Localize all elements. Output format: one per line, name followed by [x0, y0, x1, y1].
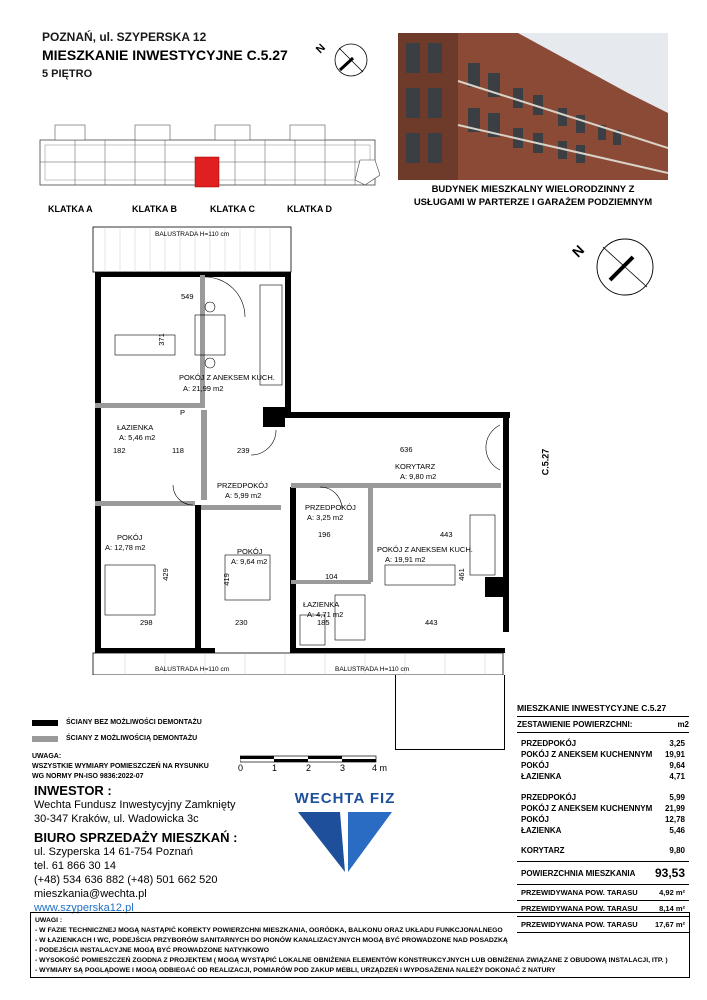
room-corridor-area: A: 9,80 m2 [400, 472, 437, 481]
dim-419: 419 [221, 573, 231, 586]
summary-row: ŁAZIENKA 5,46 [521, 826, 685, 835]
compass-large-letter: N [568, 241, 588, 261]
uwaga-line-1: WSZYSTKIE WYMIARY POMIESZCZEŃ NA RYSUNKU [32, 763, 209, 770]
notes-box [30, 912, 690, 978]
summary-group-2 [517, 782, 689, 836]
note-item: - PODEJŚCIA INSTALACYJNE MOGĄ BYĆ PROWADZONE NATYNKOWO [35, 947, 269, 954]
dim-104: 104 [325, 572, 338, 581]
p-symbol: P [180, 408, 186, 417]
summary-title: MIESZKANIE INWESTYCYJNE C.5.27 [517, 703, 689, 717]
investor-block [34, 783, 274, 915]
summary-row: ŁAZIENKA 4,71 [521, 772, 685, 781]
legend-solid-label: ŚCIANY BEZ MOŻLIWOŚCI DEMONTAŻU [66, 719, 202, 726]
sales-email[interactable]: mieszkania@wechta.pl [34, 888, 147, 900]
sales-mobiles: (+48) 534 636 882 (+48) 501 662 520 [34, 874, 218, 886]
room-bath-1-area: A: 5,46 m2 [119, 433, 156, 442]
plan-balustrada-bottom-right: BALUSTRADA H=110 cm [335, 666, 410, 673]
klatka-a-label: KLATKA A [48, 204, 93, 214]
dim-239: 239 [237, 446, 250, 455]
summary-row: PRZEDPOKÓJ 3,25 [521, 739, 685, 748]
dim-549: 549 [181, 292, 194, 301]
scale-tick-3: 3 [340, 763, 346, 773]
compass-large-icon [565, 235, 675, 300]
summary-korytarz: KORYTARZ 9,80 [517, 836, 689, 862]
area-summary [517, 703, 689, 933]
summary-terrace-1: PRZEWIDYWANA POW. TARASU 4,92 m² [517, 885, 689, 901]
uwaga-line-2: WG NORMY PN-ISO 9836:2022-07 [32, 773, 144, 780]
dim-443-bottom: 443 [425, 618, 438, 627]
room-hall-2-name: PRZEDPOKÓJ [305, 503, 356, 512]
klatka-b-label: KLATKA B [132, 204, 177, 214]
note-item: - W ŁAZIENKACH I WC, PODEJŚCIA PRZYBORÓW SANITARNYCH DO PIONÓW KANALIZACYJNYCH MOGĄ BYĆ PROWADZONE NAD POSADZKĄ [35, 937, 508, 944]
dim-118: 118 [172, 446, 184, 455]
dim-230: 230 [235, 618, 248, 627]
dim-429: 429 [160, 568, 170, 581]
terrace-extension [395, 675, 505, 750]
summary-total: POWIERZCHNIA MIESZKANIA 93,53 [517, 862, 689, 885]
floor-plan [85, 225, 551, 675]
dim-298: 298 [140, 618, 153, 627]
plan-balustrada-bottom-left: BALUSTRADA H=110 cm [155, 666, 230, 673]
floor-label: 5 PIĘTRO [42, 68, 93, 80]
note-item: - W FAZIE TECHNICZNEJ MOGĄ NASTĄPIĆ KOREKTY POWIERZCHNI MIESZKANIA, OGRÓDKA, BALKONU ORAZ UKŁADU FUNKCJONALNEGO [35, 927, 503, 934]
building-caption-line-2: USŁUGAMI W PARTERZE I GARAŻEM PODZIEMNYM [413, 197, 653, 208]
summary-group-1 [517, 733, 689, 782]
room-hall-1-area: A: 5,99 m2 [225, 491, 262, 500]
room-kitchen-2-area: A: 19,91 m2 [385, 555, 426, 564]
dim-185: 185 [317, 618, 330, 627]
dim-636: 636 [400, 445, 413, 454]
scale-bar [240, 752, 380, 762]
header-block [42, 30, 288, 80]
room-corridor-name: KORYTARZ [395, 462, 436, 471]
room-hall-2-area: A: 3,25 m2 [307, 513, 344, 522]
dim-182: 182 [113, 446, 126, 455]
dim-196: 196 [318, 530, 331, 539]
compass-small-letter: N [313, 41, 329, 57]
logo-v-icon [290, 807, 400, 877]
summary-header-right: m2 [677, 720, 689, 729]
keyplan [35, 115, 380, 200]
scale-tick-4: 4 m [372, 763, 388, 773]
legend [32, 718, 209, 782]
wechta-logo [290, 790, 400, 882]
unit-code-vertical: C.5.27 [540, 448, 551, 476]
legend-gray-swatch [32, 736, 58, 742]
room-bath-2-name: ŁAZIENKA [303, 600, 340, 609]
scale-tick-2: 2 [306, 763, 312, 773]
investor-title: INWESTOR : [34, 783, 112, 798]
investor-line-2: 30-347 Kraków, ul. Wadowicka 3c [34, 813, 199, 825]
summary-terrace-3: PRZEWIDYWANA POW. TARASU 17,67 m² [517, 917, 689, 933]
room-kitchen-1-name: POKÓJ Z ANEKSEM KUCH. [179, 373, 275, 382]
room-kitchen-2-name: POKÓJ Z ANEKSEM KUCH. [377, 545, 473, 554]
legend-gray-label: ŚCIANY Z MOŻLIWOŚCIĄ DEMONTAŻU [66, 735, 198, 742]
summary-header-left: ZESTAWIENIE POWIERZCHNI: [517, 720, 633, 729]
summary-row: PRZEDPOKÓJ 5,99 [521, 793, 685, 802]
plan-balustrada-top: BALUSTRADA H=110 cm [155, 231, 230, 238]
building-render-image [398, 33, 668, 180]
scale-tick-1: 1 [272, 763, 278, 773]
summary-header [517, 717, 689, 733]
investor-line-1: Wechta Fundusz Inwestycyjny Zamknięty [34, 799, 236, 811]
room-bath-1-name: ŁAZIENKA [117, 423, 154, 432]
scale-tick-0: 0 [238, 763, 244, 773]
room-hall-1-name: PRZEDPOKÓJ [217, 481, 268, 490]
room-bedroom-2-name: POKÓJ [237, 547, 263, 556]
compass-small-icon [315, 38, 370, 83]
summary-terrace-2: PRZEWIDYWANA POW. TARASU 8,14 m² [517, 901, 689, 917]
room-kitchen-1-area: A: 21,99 m2 [183, 384, 224, 393]
address: POZNAŃ, ul. SZYPERSKA 12 [42, 30, 207, 44]
legend-solid-swatch [32, 720, 58, 726]
sales-address: ul. Szyperska 14 61-754 Poznań [34, 846, 193, 858]
apartment-title: MIESZKANIE INWESTYCYJNE C.5.27 [42, 47, 288, 63]
building-caption [398, 183, 668, 209]
room-bedroom-2-area: A: 9,64 m2 [231, 557, 268, 566]
notes-title: UWAGI : [35, 917, 63, 924]
logo-text: WECHTA FIZ [294, 790, 396, 807]
sales-title: BIURO SPRZEDAŻY MIESZKAŃ : [34, 830, 238, 845]
building-caption-line-1: BUDYNEK MIESZKALNY WIELORODZINNY Z [431, 184, 635, 195]
sales-website-link[interactable]: www.szyperska12.pl [34, 902, 134, 914]
uwaga-title: UWAGA: [32, 753, 62, 760]
dim-371: 371 [156, 333, 166, 346]
summary-row: POKÓJ Z ANEKSEM KUCHENNYM 19,91 [521, 750, 685, 759]
sales-phone: tel. 61 866 30 14 [34, 860, 116, 872]
room-bedroom-1-name: POKÓJ [117, 533, 143, 542]
klatka-c-label: KLATKA C [210, 204, 255, 214]
summary-row: POKÓJ Z ANEKSEM KUCHENNYM 21,99 [521, 804, 685, 813]
dim-461: 461 [456, 568, 466, 581]
note-item: - WYSOKOŚĆ POMIESZCZEŃ ZGODNA Z PROJEKTEM ( MOGĄ WYSTĄPIĆ LOKALNE OBNIŻENIA ELEMENTÓW KONSTRUKCYJNYCH LUB OBNIŻENIA ZWIĄZANE Z OBUDOWĄ INSTALACJI, ITP. ) [35, 957, 668, 964]
room-bedroom-1-area: A: 12,78 m2 [105, 543, 146, 552]
note-item: - WYMIARY SĄ POGLĄDOWE I MOGĄ ODBIEGAĆ OD REALIZACJI, POMIARÓW POD ZAKUP MEBLI, URZĄDZEŃ I WYPOSAŻENIA NALEŻY DOKONAĆ Z NATURY [35, 967, 556, 974]
summary-row: POKÓJ 12,78 [521, 815, 685, 824]
klatka-d-label: KLATKA D [287, 204, 332, 214]
summary-row: POKÓJ 9,64 [521, 761, 685, 770]
room-bath-2-area: A: 4,71 m2 [307, 610, 344, 619]
dim-443-top: 443 [440, 530, 453, 539]
